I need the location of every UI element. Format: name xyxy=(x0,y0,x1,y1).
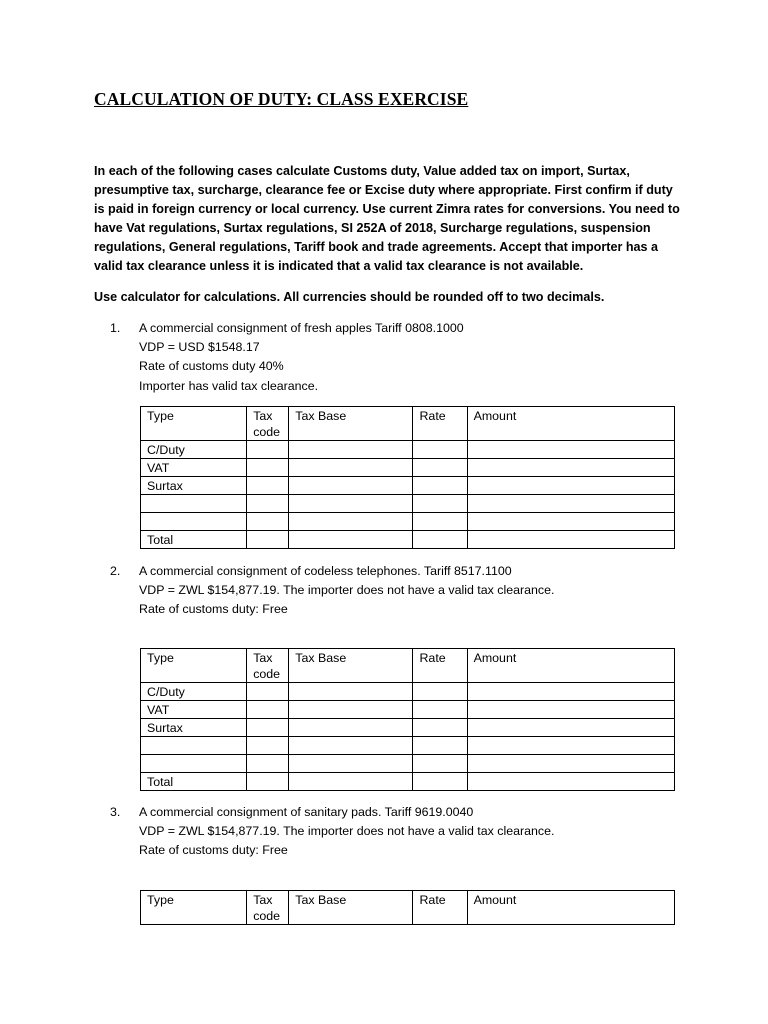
table-row xyxy=(141,441,675,459)
case-line: VDP = ZWL $154,877.19. The importer does not have a valid tax clearance. xyxy=(139,583,555,598)
row-label: Total xyxy=(141,773,247,791)
row-label: Surtax xyxy=(141,719,247,737)
cell[interactable] xyxy=(413,701,467,719)
row-label: Total xyxy=(141,531,247,549)
cell[interactable] xyxy=(141,513,247,531)
calculator-note: Use calculator for calculations. All currencies should be rounded off to two decimals. xyxy=(94,290,605,304)
table-row xyxy=(141,513,675,531)
cell[interactable] xyxy=(413,683,467,701)
header-type: Type xyxy=(141,891,247,925)
cell[interactable] xyxy=(413,531,467,549)
cell[interactable] xyxy=(247,441,289,459)
cell[interactable] xyxy=(141,495,247,513)
table-header-row xyxy=(141,407,675,441)
instructions-paragraph: In each of the following cases calculate Customs duty, Value added tax on import, Surtax, presumptive tax, surcharge, clearance fee or Excise duty where appropriate. First confirm if duty is paid in foreign currency or local currency. Use current Zimra rates for conversions. You need to have Vat regulations, Surtax regulations, SI 252A of 2018, Surcharge regulations, suspension regulations, General regulations, Tariff book and trade agreements. Accept that importer has a valid tax clearance unless it is indicated that a valid tax clearance is not available. xyxy=(94,164,680,273)
table-header-row xyxy=(141,649,675,683)
header-type: Type xyxy=(141,649,247,683)
header-amount: Amount xyxy=(467,891,674,925)
table-total-row xyxy=(141,531,675,549)
case-line: VDP = ZWL $154,877.19. The importer does not have a valid tax clearance. xyxy=(139,824,555,839)
cell[interactable] xyxy=(413,477,467,495)
header-tax-base: Tax Base xyxy=(289,891,413,925)
cell[interactable] xyxy=(247,773,289,791)
cell[interactable] xyxy=(289,477,413,495)
case-line: Rate of customs duty 40% xyxy=(139,359,284,374)
cell[interactable] xyxy=(413,737,467,755)
header-type: Type xyxy=(141,407,247,441)
header-amount: Amount xyxy=(467,649,674,683)
document-title: CALCULATION OF DUTY: CLASS EXERCISE xyxy=(94,89,469,109)
cell[interactable] xyxy=(467,755,674,773)
table-row xyxy=(141,719,675,737)
cell[interactable] xyxy=(467,737,674,755)
duty-table-3 xyxy=(140,890,675,925)
case-line: VDP = USD $1548.17 xyxy=(139,340,260,355)
duty-table-2 xyxy=(140,648,675,791)
duty-table-1 xyxy=(140,406,675,549)
cell[interactable] xyxy=(289,495,413,513)
cell[interactable] xyxy=(467,495,674,513)
case-line: A commercial consignment of codeless telephones. Tariff 8517.1100 xyxy=(139,564,512,578)
cell[interactable] xyxy=(289,773,413,791)
cell[interactable] xyxy=(413,459,467,477)
header-tax-base: Tax Base xyxy=(289,407,413,441)
header-amount: Amount xyxy=(467,407,674,441)
table-row xyxy=(141,701,675,719)
cell[interactable] xyxy=(247,737,289,755)
header-rate: Rate xyxy=(413,649,467,683)
cell[interactable] xyxy=(413,719,467,737)
table-row xyxy=(141,683,675,701)
table-row xyxy=(141,477,675,495)
case-line: Importer has valid tax clearance. xyxy=(139,378,319,393)
cell[interactable] xyxy=(247,459,289,477)
case-number: 2. xyxy=(110,564,121,578)
cell[interactable] xyxy=(413,495,467,513)
cell[interactable] xyxy=(467,773,674,791)
cell[interactable] xyxy=(289,719,413,737)
cell[interactable] xyxy=(289,459,413,477)
table-row xyxy=(141,495,675,513)
cell[interactable] xyxy=(247,701,289,719)
cell[interactable] xyxy=(289,683,413,701)
row-label: VAT xyxy=(141,701,247,719)
cell[interactable] xyxy=(247,531,289,549)
cell[interactable] xyxy=(289,531,413,549)
cell[interactable] xyxy=(413,513,467,531)
cell[interactable] xyxy=(247,719,289,737)
row-label: VAT xyxy=(141,459,247,477)
cell[interactable] xyxy=(141,755,247,773)
row-label: Surtax xyxy=(141,477,247,495)
cell[interactable] xyxy=(247,513,289,531)
table-row xyxy=(141,737,675,755)
case-number: 3. xyxy=(110,805,121,819)
case-line: Rate of customs duty: Free xyxy=(139,602,288,617)
cell[interactable] xyxy=(413,755,467,773)
cell[interactable] xyxy=(289,701,413,719)
header-tax-code: Tax code xyxy=(247,649,289,683)
header-tax-code: Tax code xyxy=(247,891,289,925)
cell[interactable] xyxy=(467,477,674,495)
cell[interactable] xyxy=(467,459,674,477)
row-label: C/Duty xyxy=(141,441,247,459)
cell[interactable] xyxy=(289,513,413,531)
cell[interactable] xyxy=(247,477,289,495)
header-tax-code: Tax code xyxy=(247,407,289,441)
cell[interactable] xyxy=(467,513,674,531)
case-line: A commercial consignment of fresh apples Tariff 0808.1000 xyxy=(139,321,464,335)
case-line: Rate of customs duty: Free xyxy=(139,843,288,858)
cell[interactable] xyxy=(413,773,467,791)
cell[interactable] xyxy=(289,441,413,459)
cell[interactable] xyxy=(467,531,674,549)
cell[interactable] xyxy=(467,719,674,737)
cell[interactable] xyxy=(467,701,674,719)
row-label: C/Duty xyxy=(141,683,247,701)
header-rate: Rate xyxy=(413,407,467,441)
table-total-row xyxy=(141,773,675,791)
cell[interactable] xyxy=(289,755,413,773)
cell[interactable] xyxy=(413,441,467,459)
case-number: 1. xyxy=(110,321,121,335)
cell[interactable] xyxy=(141,737,247,755)
cell[interactable] xyxy=(289,737,413,755)
cell[interactable] xyxy=(247,755,289,773)
table-header-row xyxy=(141,891,675,925)
cell[interactable] xyxy=(247,683,289,701)
case-line: A commercial consignment of sanitary pads. Tariff 9619.0040 xyxy=(139,805,474,819)
table-row xyxy=(141,459,675,477)
header-rate: Rate xyxy=(413,891,467,925)
cell[interactable] xyxy=(247,495,289,513)
table-row xyxy=(141,755,675,773)
header-tax-base: Tax Base xyxy=(289,649,413,683)
cell[interactable] xyxy=(467,441,674,459)
cell[interactable] xyxy=(467,683,674,701)
